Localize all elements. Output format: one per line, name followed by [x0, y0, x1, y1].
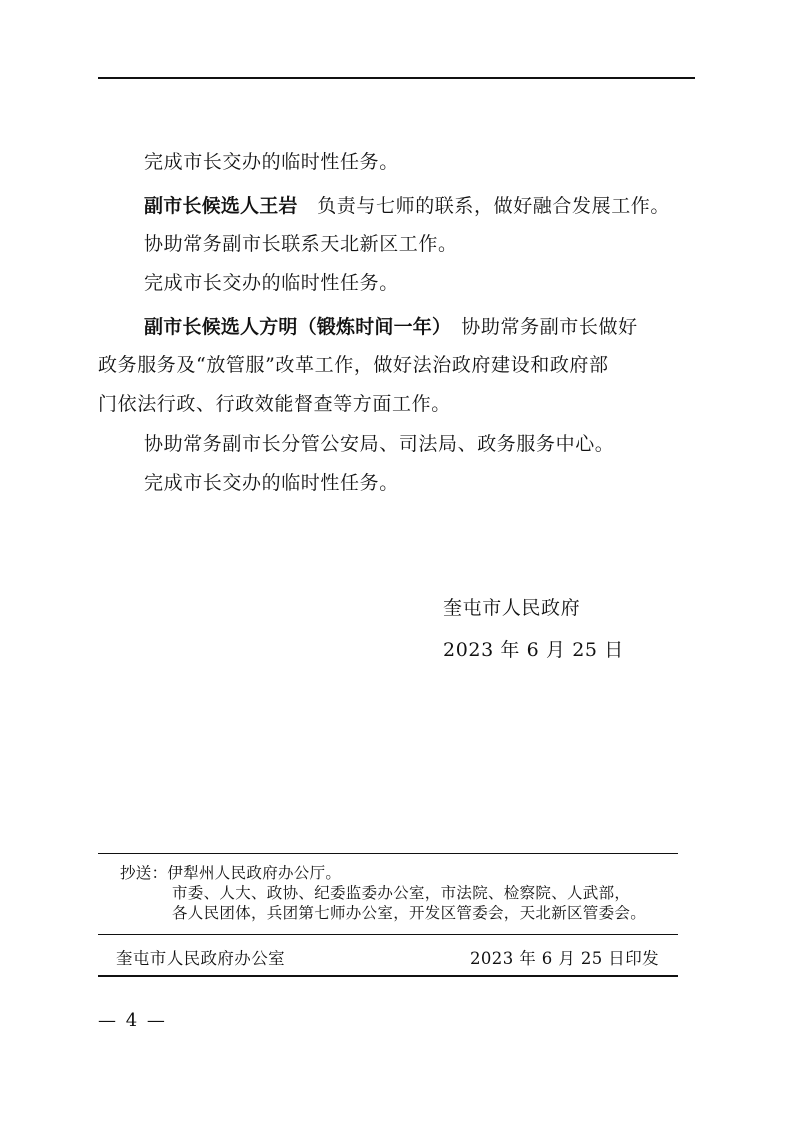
paragraph-2-text: 负责与七师的联系，做好融合发展工作。	[297, 195, 671, 217]
cc-block	[98, 863, 698, 923]
paragraph-4-text: 完成市长交办的临时性任务。	[144, 272, 399, 294]
issuer-date: 2023 年 6 月 25 日印发	[470, 949, 660, 968]
cc-recipient-1: 伊犁州人民政府办公厅。	[167, 864, 342, 882]
paragraph-5	[98, 310, 744, 345]
cc-label: 抄送：	[120, 864, 168, 882]
paragraph-5-line-3-text: 门依法行政、行政效能督查等方面工作。	[98, 393, 451, 415]
paragraph-3-text: 协助常务副市长联系天北新区工作。	[144, 233, 458, 255]
page-number: — 4 —	[98, 1010, 167, 1031]
paragraph-6	[98, 427, 744, 462]
paragraph-5-text: 协助常务副市长做好	[441, 316, 638, 338]
paragraph-5-heading: 副市长候选人方明（锻炼时间一年）	[144, 316, 442, 338]
signature-org: 奎屯市人民政府	[443, 597, 581, 619]
cc-top-rule	[98, 853, 678, 854]
paragraph-7	[98, 466, 744, 501]
paragraph-1-text: 完成市长交办的临时性任务。	[144, 151, 399, 173]
signature-date: 2023 年 6 月 25 日	[443, 639, 624, 661]
issuer-bottom-rule	[98, 975, 678, 977]
paragraph-5-line-2-text: 政务服务及“放管服”改革工作，做好法治政府建设和政府部	[98, 354, 609, 376]
paragraph-5-line-2	[98, 348, 698, 383]
paragraph-6-text: 协助常务副市长分管公安局、司法局、政务服务中心。	[144, 433, 615, 455]
paragraph-7-text: 完成市长交办的临时性任务。	[144, 472, 399, 494]
cc-line-3	[98, 903, 698, 923]
paragraph-3	[98, 227, 744, 262]
paragraph-5-line-3	[98, 387, 698, 422]
paragraph-2	[98, 189, 744, 224]
cc-bottom-rule	[98, 934, 678, 935]
top-rule	[98, 77, 695, 79]
cc-recipient-2: 市委、人大、政协、纪委监委办公室，市法院、检察院、人武部，	[172, 884, 631, 902]
cc-line-2	[98, 883, 698, 903]
cc-line-1	[98, 863, 698, 883]
paragraph-1	[98, 145, 744, 180]
paragraph-4	[98, 266, 744, 301]
paragraph-2-heading: 副市长候选人王岩	[144, 195, 298, 217]
issuer-org: 奎屯市人民政府办公室	[116, 949, 285, 968]
cc-recipient-3: 各人民团体，兵团第七师办公室，开发区管委会，天北新区管委会。	[172, 904, 647, 922]
